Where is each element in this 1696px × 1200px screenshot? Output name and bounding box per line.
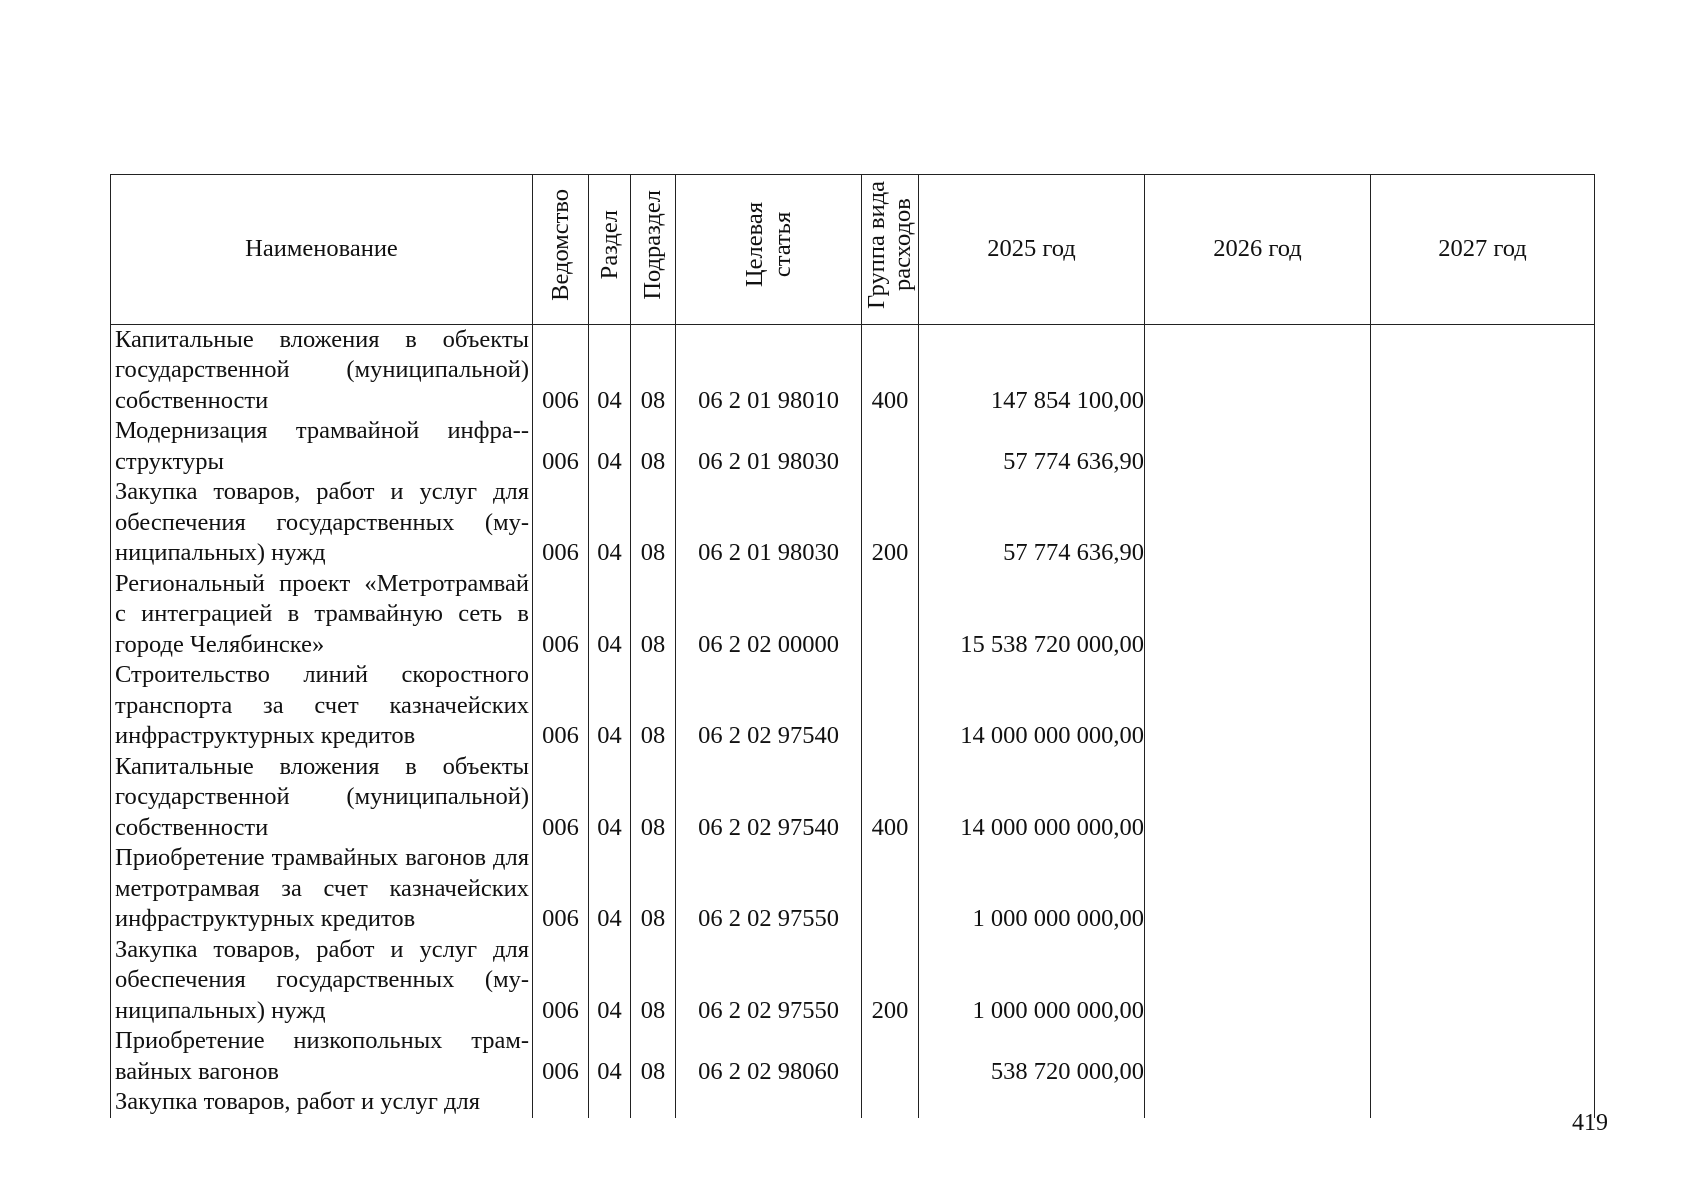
cell-target-article: 06 2 02 97540 (676, 752, 862, 844)
header-year-2027: 2027 год (1371, 175, 1595, 325)
cell-2026 (1145, 324, 1371, 416)
header-target-article: Целевая статья (676, 175, 862, 325)
cell-section: 04 (589, 660, 631, 752)
cell-2025: 57 774 636,90 (919, 416, 1145, 477)
cell-target-article (676, 1087, 862, 1118)
cell-2027 (1371, 1026, 1595, 1087)
cell-section: 04 (589, 1026, 631, 1087)
table-row (111, 1087, 1595, 1118)
cell-subsection: 08 (631, 569, 676, 661)
cell-2025 (919, 1087, 1145, 1118)
cell-2026 (1145, 843, 1371, 935)
cell-target-article: 06 2 02 97550 (676, 843, 862, 935)
cell-subsection: 08 (631, 935, 676, 1027)
cell-2025: 147 854 100,00 (919, 324, 1145, 416)
header-subsection: Подраздел (631, 175, 676, 325)
cell-name: Модернизация трамвайной инфра-структуры (111, 416, 533, 477)
cell-name: Региональный проект «Метротрамвай с интеграцией в трамвайную сеть в городе Челябинске» (111, 569, 533, 661)
cell-name: Капитальные вложения в объекты государственной (муниципальной) собственности (111, 752, 533, 844)
cell-department (533, 1087, 589, 1118)
cell-2025: 57 774 636,90 (919, 477, 1145, 569)
cell-2026 (1145, 569, 1371, 661)
cell-2026 (1145, 752, 1371, 844)
budget-table (110, 174, 1595, 1118)
cell-subsection: 08 (631, 660, 676, 752)
cell-section: 04 (589, 416, 631, 477)
cell-2027 (1371, 843, 1595, 935)
table-row (111, 660, 1595, 752)
cell-subsection: 08 (631, 843, 676, 935)
table-body (111, 324, 1595, 1118)
cell-2026 (1145, 1087, 1371, 1118)
cell-2026 (1145, 416, 1371, 477)
cell-2027 (1371, 935, 1595, 1027)
cell-2025: 14 000 000 000,00 (919, 660, 1145, 752)
page-number: 419 (1572, 1110, 1608, 1136)
header-year-2026: 2026 год (1145, 175, 1371, 325)
header-expense-group: Группа вида расходов (862, 175, 919, 325)
cell-section: 04 (589, 935, 631, 1027)
cell-target-article: 06 2 01 98010 (676, 324, 862, 416)
header-year-2025: 2025 год (919, 175, 1145, 325)
cell-target-article: 06 2 02 98060 (676, 1026, 862, 1087)
cell-department: 006 (533, 752, 589, 844)
cell-2027 (1371, 569, 1595, 661)
cell-target-article: 06 2 01 98030 (676, 416, 862, 477)
cell-2026 (1145, 1026, 1371, 1087)
cell-target-article: 06 2 02 97550 (676, 935, 862, 1027)
cell-name: Капитальные вложения в объекты государственной (муниципальной) собственности (111, 324, 533, 416)
cell-target-article: 06 2 01 98030 (676, 477, 862, 569)
cell-name: Закупка товаров, работ и услуг для обеспечения государственных (муниципальных) нужд (111, 477, 533, 569)
cell-department: 006 (533, 477, 589, 569)
header-department: Ведомство (533, 175, 589, 325)
cell-expense-group: 200 (862, 935, 919, 1027)
table-row (111, 416, 1595, 477)
table-row (111, 477, 1595, 569)
table-row (111, 843, 1595, 935)
cell-2027 (1371, 416, 1595, 477)
cell-expense-group: 400 (862, 752, 919, 844)
header-name: Наименование (111, 175, 533, 325)
cell-expense-group (862, 1087, 919, 1118)
cell-section: 04 (589, 752, 631, 844)
cell-2027 (1371, 660, 1595, 752)
cell-department: 006 (533, 660, 589, 752)
table-header (111, 175, 1595, 325)
table-row (111, 752, 1595, 844)
cell-2027 (1371, 752, 1595, 844)
cell-subsection: 08 (631, 752, 676, 844)
cell-department: 006 (533, 843, 589, 935)
cell-2026 (1145, 660, 1371, 752)
cell-2025: 1 000 000 000,00 (919, 935, 1145, 1027)
cell-2025: 15 538 720 000,00 (919, 569, 1145, 661)
cell-subsection: 08 (631, 416, 676, 477)
cell-2027 (1371, 477, 1595, 569)
cell-name: Закупка товаров, работ и услуг для (111, 1087, 533, 1118)
cell-department: 006 (533, 416, 589, 477)
cell-target-article: 06 2 02 97540 (676, 660, 862, 752)
cell-expense-group: 200 (862, 477, 919, 569)
cell-2026 (1145, 477, 1371, 569)
cell-department: 006 (533, 1026, 589, 1087)
cell-subsection: 08 (631, 1026, 676, 1087)
cell-department: 006 (533, 569, 589, 661)
cell-name: Закупка товаров, работ и услуг для обеспечения государственных (муниципальных) нужд (111, 935, 533, 1027)
cell-2025: 1 000 000 000,00 (919, 843, 1145, 935)
cell-section: 04 (589, 477, 631, 569)
cell-2027 (1371, 324, 1595, 416)
cell-section: 04 (589, 843, 631, 935)
cell-section (589, 1087, 631, 1118)
cell-expense-group (862, 1026, 919, 1087)
cell-expense-group (862, 569, 919, 661)
cell-expense-group (862, 843, 919, 935)
cell-name: Приобретение трамвайных вагонов для метротрамвая за счет казначейских инфраструктурных кредитов (111, 843, 533, 935)
table-row (111, 1026, 1595, 1087)
cell-expense-group: 400 (862, 324, 919, 416)
cell-2026 (1145, 935, 1371, 1027)
cell-subsection: 08 (631, 477, 676, 569)
table-row (111, 935, 1595, 1027)
cell-expense-group (862, 416, 919, 477)
table-row (111, 324, 1595, 416)
cell-section: 04 (589, 569, 631, 661)
cell-department: 006 (533, 935, 589, 1027)
cell-department: 006 (533, 324, 589, 416)
cell-2025: 14 000 000 000,00 (919, 752, 1145, 844)
cell-expense-group (862, 660, 919, 752)
cell-target-article: 06 2 02 00000 (676, 569, 862, 661)
cell-2025: 538 720 000,00 (919, 1026, 1145, 1087)
cell-name: Строительство линий скоростного транспорта за счет казначейских инфраструктурных кредитов (111, 660, 533, 752)
cell-subsection (631, 1087, 676, 1118)
cell-name: Приобретение низкопольных трамвайных вагонов (111, 1026, 533, 1087)
table-row (111, 569, 1595, 661)
header-section: Раздел (589, 175, 631, 325)
cell-subsection: 08 (631, 324, 676, 416)
cell-section: 04 (589, 324, 631, 416)
